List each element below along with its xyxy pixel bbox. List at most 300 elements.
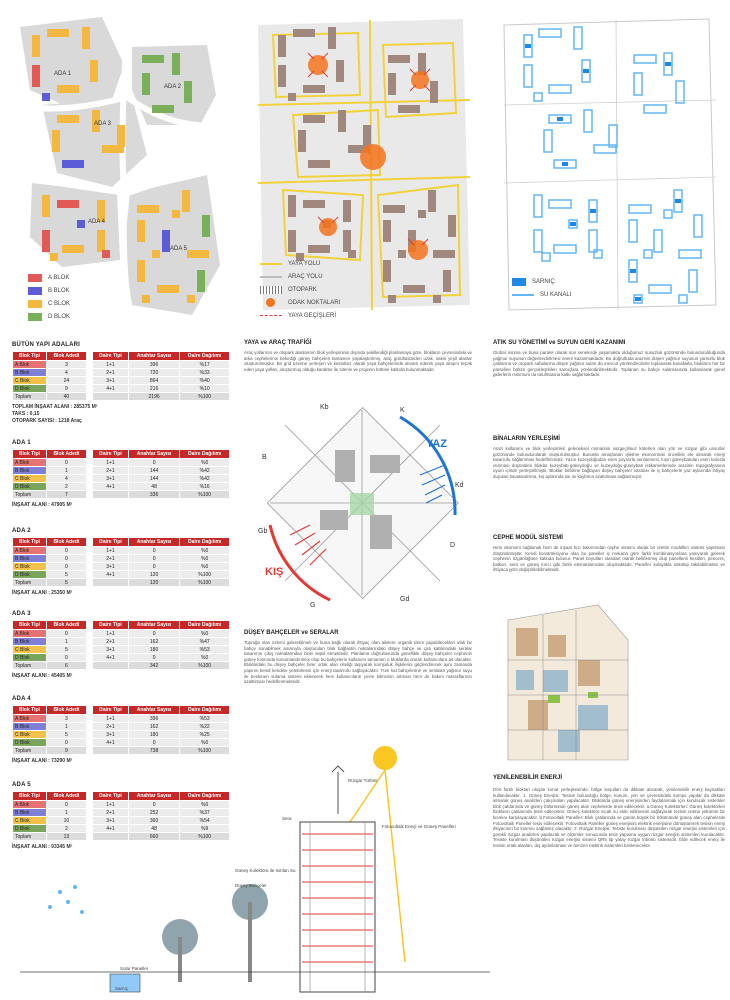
building-block bbox=[90, 60, 98, 82]
table-cell: Toplam bbox=[13, 491, 47, 499]
table-row bbox=[13, 563, 87, 571]
table-cell: 120 bbox=[128, 571, 179, 579]
table-cell: 1+1 bbox=[93, 801, 129, 809]
placement-heading: BİNALARIN YERLEŞİMİ bbox=[493, 436, 560, 442]
table-cell: %25 bbox=[180, 731, 230, 739]
table-note: İNŞAAT ALANI : 47905 M² bbox=[12, 502, 73, 508]
table-cell: 4+1 bbox=[93, 739, 129, 747]
table-row bbox=[93, 459, 230, 467]
table-row bbox=[13, 467, 87, 475]
cistern bbox=[570, 222, 576, 226]
building-block bbox=[293, 29, 315, 37]
table-row bbox=[93, 638, 230, 646]
table-cell: 144 bbox=[128, 475, 179, 483]
table-cell: 0 bbox=[128, 555, 179, 563]
table-cell: 9 bbox=[46, 747, 86, 755]
building-block bbox=[448, 215, 456, 237]
table-row bbox=[93, 731, 230, 739]
legend-swatch bbox=[28, 313, 42, 321]
col-header: Daire Dağılımı bbox=[180, 352, 230, 361]
table-cell: 2196 bbox=[128, 393, 179, 401]
table-cell: 336 bbox=[128, 491, 179, 499]
table-cell: 864 bbox=[128, 377, 179, 385]
building-block bbox=[388, 295, 396, 303]
legend-item bbox=[512, 288, 571, 301]
col-header: Blok Tipi bbox=[13, 621, 47, 630]
table-cell: C Blok bbox=[13, 817, 47, 825]
table-cell: %10 bbox=[180, 385, 230, 393]
ada-2-label: ADA 2 bbox=[164, 84, 182, 90]
table-cell: 2+1 bbox=[93, 467, 129, 475]
col-header: Blok Tipi bbox=[13, 352, 47, 361]
table-cell: %9 bbox=[180, 825, 230, 833]
table-cell: 5 bbox=[46, 731, 86, 739]
table-row bbox=[13, 630, 87, 638]
building-block bbox=[383, 205, 405, 213]
map3-legend bbox=[512, 275, 571, 301]
table-row bbox=[13, 571, 87, 579]
col-header: Anahtar Sayısı bbox=[128, 538, 179, 547]
placement-paragraph: Arazi kullanımı ve blok yerleşimleri geleneksel mimarinin vazgeçilmez kriterleri olan yön ve rüzgar gibi unsurlar gözönünde bulundurularak oluşturulmuştur. Bununla amaçlanan işletme ekonomisini öncelikle ele alınarak enerji tasarrufu sağlanması hedeflenmiştir. Yazın kuzeydoğudan esen poyrazla serinlemesi, kışın güneybatıdan esen lodosla ısınması düşünülen bloklar kuzeybatı-güneydoğu ve kuzeydoğu-güneybatı istikametlerinde arazinin topografyasına uyum içinde yerleştirilmiştir. Bloklar birbirine bağlayan düşey bahçeler vasıtası ile iç bahçelerle yaz aylarında ihtiyaç duyulan havalandırma, kış aylarında ise ısı kaybının azaltılması sağlanmıştır. bbox=[493, 446, 725, 479]
building-block bbox=[142, 55, 164, 63]
table-note: İNŞAAT ALANI : 93345 M² bbox=[12, 844, 73, 850]
building-block bbox=[57, 200, 79, 208]
col-header: Daire Dağılımı bbox=[180, 792, 230, 801]
legend-swatch bbox=[266, 298, 275, 307]
table-cell: 4+1 bbox=[93, 385, 129, 393]
section-label-cistern: Sarnıç bbox=[115, 986, 129, 991]
table-note: İNŞAAT ALANI : 73290 M² bbox=[12, 758, 73, 764]
building-block bbox=[288, 230, 296, 252]
garden-paragraph: Toprağa olan özlemi giderebilmek ve buna bağlı olarak ihtiyaç olan ailelere organik tarım yapabilecekleri ufak bir bahçe sunabilmek amacıyla oluşturulan blok bağlantılı noktalarındaki düşey bahçe ve çatı katlarındaki seralar tasarımın çıkış noktalarından birini teşkil etmektedir. Planlama doğrultusunda genellikle düşey bahçeler cephenin güney kısmında konumlandırılmış olup bu bahçelerin kullanımı tamamen o bloklarda oturan kullanıcılara ait olacaktır. Bloklardaki bu düşey bahçeler birer ortak alan niteliği taşıyarak komşuluk ilişkilerini güçlendirecek aynı zamanda yapının kendi kendine yetebilmesi için enerji tasarrufu sağlayacaktır. Tüm kat bahçelerine ve seralara yağmur suyu ile beslenen sulama sistemi eklenerek hem kullanıcıların çevre bilincinin artması hem de bakım masraflarının azaltılması hedeflenmektedir. bbox=[244, 640, 472, 685]
building-block bbox=[50, 253, 58, 261]
table-title: ADA 4 bbox=[12, 696, 31, 702]
table-row bbox=[13, 662, 87, 670]
legend-item bbox=[28, 297, 70, 310]
col-header: Daire Dağılımı bbox=[180, 538, 230, 547]
building-block bbox=[52, 130, 60, 152]
table-note: TOPLAM İNŞAAT ALANI : 285375 M² bbox=[12, 404, 98, 410]
table-cell: 660 bbox=[128, 833, 179, 841]
col-header: Daire Tipi bbox=[93, 352, 129, 361]
table-cell: %100 bbox=[180, 393, 230, 401]
compass-kb: Kb bbox=[320, 404, 329, 411]
table-cell bbox=[93, 491, 129, 499]
table-cell: 10 bbox=[46, 817, 86, 825]
legend-label: YAYA GEÇİŞLERİ bbox=[288, 312, 337, 319]
table-row bbox=[93, 369, 230, 377]
table-row bbox=[13, 638, 87, 646]
table-cell: %53 bbox=[180, 646, 230, 654]
table-cell: 180 bbox=[128, 646, 179, 654]
col-header: Blok Adedi bbox=[46, 538, 86, 547]
table-cell: 2+1 bbox=[93, 723, 129, 731]
col-header: Daire Tipi bbox=[93, 538, 129, 547]
table-note: TAKS : 0,15 bbox=[12, 411, 40, 417]
col-header: Blok Adedi bbox=[46, 450, 86, 459]
cistern bbox=[525, 44, 531, 48]
building-block bbox=[288, 195, 296, 217]
table-cell: %42 bbox=[180, 475, 230, 483]
table-cell bbox=[93, 579, 129, 587]
col-header: Anahtar Sayısı bbox=[128, 792, 179, 801]
table-row bbox=[93, 723, 230, 731]
table-title: BÜTÜN YAPI ADALARI bbox=[12, 342, 81, 348]
table-row bbox=[13, 459, 87, 467]
table-cell: %100 bbox=[180, 571, 230, 579]
table-cell: 342 bbox=[128, 662, 179, 670]
col-header: Daire Tipi bbox=[93, 706, 129, 715]
table-cell: 1+1 bbox=[93, 630, 129, 638]
table-cell: C Blok bbox=[13, 646, 47, 654]
legend-swatch bbox=[28, 274, 42, 282]
table-cell bbox=[93, 662, 129, 670]
table-row bbox=[93, 646, 230, 654]
table-cell: D Blok bbox=[13, 483, 47, 491]
table-cell: A Blok bbox=[13, 801, 47, 809]
building-block bbox=[298, 130, 306, 152]
building-block bbox=[308, 245, 330, 253]
table-cell: %53 bbox=[180, 715, 230, 723]
table-title: ADA 3 bbox=[12, 611, 31, 617]
table-note: OTOPARK SAYISI : 1218 Araç bbox=[12, 418, 82, 424]
table-cell: 3+1 bbox=[93, 646, 129, 654]
block-count-table bbox=[12, 449, 87, 499]
table-cell: Toplam bbox=[13, 833, 47, 841]
building-block bbox=[57, 115, 79, 123]
table-cell: 3 bbox=[46, 361, 86, 369]
orientation-diagram bbox=[250, 395, 475, 615]
cistern bbox=[630, 269, 636, 273]
building-block bbox=[338, 110, 346, 132]
traffic-paragraph: Araç yollarının ve otopark alanlarının blok yerleşiminin dışında şekillendiği planlamaya göre, blokların çevresindeki ve arka cephelerinin bekirdiği güney bahçeleri tamamen yayalaştırılmış, araç gürültüsünden uzak, sakin yeşil alanlar oluşturulmuştur. Bir grid üzerine yerleşen ve kesintisiz olarak yaya bahçelerinde devam ederek yaya akışını teşvik eden yaya yolları, oluşturmuş olduğu karakter ile sitenin ve projenin bütüne katkıda bulunmaktadır. bbox=[244, 350, 472, 372]
building-block bbox=[47, 29, 69, 37]
table-cell: 1 bbox=[46, 809, 86, 817]
table-row bbox=[13, 491, 87, 499]
building-block bbox=[278, 35, 286, 57]
cistern bbox=[665, 62, 671, 66]
table-cell: 3+1 bbox=[93, 475, 129, 483]
building-block bbox=[443, 270, 451, 292]
building-block bbox=[62, 160, 84, 168]
table-cell: 720 bbox=[128, 369, 179, 377]
table-cell: A Blok bbox=[13, 547, 47, 555]
table-cell: %16 bbox=[180, 483, 230, 491]
cistern bbox=[557, 117, 563, 121]
legend-swatch bbox=[512, 278, 526, 286]
section-label-wind: Rüzgar Türbini bbox=[348, 778, 378, 783]
table-cell: %0 bbox=[180, 555, 230, 563]
col-header: Anahtar Sayısı bbox=[128, 706, 179, 715]
table-row bbox=[13, 483, 87, 491]
table-row bbox=[13, 385, 87, 393]
table-row bbox=[93, 654, 230, 662]
table-title: ADA 2 bbox=[12, 528, 31, 534]
table-cell: 0 bbox=[128, 801, 179, 809]
building-block bbox=[162, 230, 170, 252]
table-row bbox=[13, 547, 87, 555]
building-block bbox=[57, 85, 79, 93]
cistern bbox=[635, 297, 641, 301]
table-cell: 180 bbox=[128, 731, 179, 739]
col-header: Blok Tipi bbox=[13, 450, 47, 459]
table-cell: 252 bbox=[128, 809, 179, 817]
table-cell: 24 bbox=[46, 377, 86, 385]
building-block bbox=[278, 65, 286, 87]
table-cell: D Blok bbox=[13, 739, 47, 747]
table-cell: 5 bbox=[46, 571, 86, 579]
legend-swatch bbox=[28, 300, 42, 308]
table-cell: 1+1 bbox=[93, 459, 129, 467]
table-row bbox=[93, 579, 230, 587]
table-cell: Toplam bbox=[13, 662, 47, 670]
legend-swatch bbox=[28, 287, 42, 295]
legend-label: YAYA YOLU bbox=[288, 260, 321, 267]
building-block bbox=[117, 125, 125, 147]
building-block bbox=[187, 250, 209, 258]
ada-4-label: ADA 4 bbox=[88, 219, 106, 225]
table-cell: 0 bbox=[128, 547, 179, 555]
table-cell: 0 bbox=[128, 459, 179, 467]
building-block bbox=[97, 230, 105, 252]
building-block bbox=[288, 93, 296, 101]
table-cell: 0 bbox=[128, 630, 179, 638]
table-note: İNŞAAT ALANI : 45405 M² bbox=[12, 673, 73, 679]
table-cell: 162 bbox=[128, 723, 179, 731]
building-block bbox=[82, 27, 90, 49]
building-block bbox=[152, 105, 174, 113]
table-cell: %0 bbox=[180, 630, 230, 638]
table-cell: Toplam bbox=[13, 393, 47, 401]
col-header: Anahtar Sayısı bbox=[128, 352, 179, 361]
table-cell: 0 bbox=[128, 739, 179, 747]
building-block bbox=[418, 210, 426, 218]
legend-item bbox=[28, 271, 70, 284]
table-cell: A Blok bbox=[13, 459, 47, 467]
unit-distribution-table bbox=[92, 449, 230, 499]
table-note: İNŞAAT ALANI : 25350 M² bbox=[12, 590, 73, 596]
building-block bbox=[202, 215, 210, 237]
table-row bbox=[93, 630, 230, 638]
map2-legend bbox=[260, 257, 340, 322]
garden-heading: DÜŞEY BAHÇELER ve SERALAR bbox=[244, 630, 339, 636]
table-cell: A Blok bbox=[13, 361, 47, 369]
table-row bbox=[13, 579, 87, 587]
building-block bbox=[363, 125, 371, 147]
legend-label: C BLOK bbox=[48, 300, 71, 307]
table-cell: C Blok bbox=[13, 563, 47, 571]
compass-d: D bbox=[450, 542, 456, 549]
table-row bbox=[13, 377, 87, 385]
table-cell: 4 bbox=[46, 475, 86, 483]
building-block bbox=[388, 73, 396, 95]
table-cell: 2+1 bbox=[93, 369, 129, 377]
building-block bbox=[137, 205, 159, 213]
legend-swatch bbox=[512, 294, 534, 296]
block-count-table bbox=[12, 351, 87, 401]
table-cell: 1 bbox=[46, 723, 86, 731]
table-cell: 9 bbox=[46, 385, 86, 393]
compass-g: G bbox=[310, 602, 316, 609]
table-cell: 120 bbox=[128, 579, 179, 587]
table-cell: 4+1 bbox=[93, 483, 129, 491]
table-cell: 48 bbox=[128, 825, 179, 833]
building-block bbox=[42, 195, 50, 217]
table-cell: D Blok bbox=[13, 385, 47, 393]
cistern bbox=[562, 162, 568, 166]
table-row bbox=[93, 547, 230, 555]
table-cell: 6 bbox=[46, 662, 86, 670]
table-cell: %47 bbox=[180, 638, 230, 646]
table-cell: %37 bbox=[180, 809, 230, 817]
table-cell: 4 bbox=[46, 369, 86, 377]
building-block bbox=[303, 200, 325, 208]
building-block bbox=[383, 260, 391, 282]
table-cell: C Blok bbox=[13, 731, 47, 739]
building-block bbox=[343, 230, 351, 252]
compass-k: K bbox=[400, 407, 405, 414]
legend-item bbox=[260, 257, 340, 270]
building-block bbox=[308, 160, 330, 168]
section-label-greenhouse: Sera bbox=[282, 816, 292, 821]
table-cell: 738 bbox=[128, 747, 179, 755]
table-cell: 0 bbox=[46, 547, 86, 555]
building-block bbox=[403, 285, 425, 293]
table-cell: %22 bbox=[180, 723, 230, 731]
table-cell: B Blok bbox=[13, 638, 47, 646]
col-header: Blok Adedi bbox=[46, 792, 86, 801]
unit-distribution-table bbox=[92, 537, 230, 587]
building-block bbox=[152, 250, 160, 258]
table-row bbox=[93, 361, 230, 369]
building-block bbox=[137, 260, 145, 282]
table-cell: 3 bbox=[46, 715, 86, 723]
table-cell: %0 bbox=[180, 801, 230, 809]
table-cell: %100 bbox=[180, 579, 230, 587]
table-cell: 1 bbox=[46, 467, 86, 475]
section-label-pv: Fotovoltaik Enerji ve Güneş Panelleri bbox=[382, 824, 456, 829]
traffic-heading: YAYA ve ARAÇ TRAFİĞİ bbox=[244, 340, 312, 346]
col-header: Anahtar Sayısı bbox=[128, 450, 179, 459]
table-cell: 2+1 bbox=[93, 638, 129, 646]
cistern bbox=[675, 199, 681, 203]
table-cell: 2 bbox=[46, 825, 86, 833]
col-header: Blok Adedi bbox=[46, 352, 86, 361]
legend-item bbox=[28, 284, 70, 297]
table-cell: 2+1 bbox=[93, 555, 129, 563]
table-cell: %100 bbox=[180, 833, 230, 841]
table-row bbox=[93, 377, 230, 385]
compass-b: B bbox=[262, 454, 267, 461]
table-row bbox=[13, 555, 87, 563]
table-cell: 2+1 bbox=[93, 809, 129, 817]
legend-item bbox=[260, 309, 340, 322]
table-cell: %33 bbox=[180, 369, 230, 377]
section-label-collector: Güneş Kolektörü ile Isıtılan Su bbox=[235, 868, 296, 873]
table-cell: %100 bbox=[180, 662, 230, 670]
compass-gd: Gd bbox=[400, 596, 410, 603]
table-row bbox=[93, 662, 230, 670]
legend-swatch bbox=[260, 263, 282, 265]
table-cell: %0 bbox=[180, 654, 230, 662]
table-row bbox=[13, 654, 87, 662]
table-cell: 162 bbox=[128, 638, 179, 646]
table-title: ADA 1 bbox=[12, 440, 31, 446]
col-header: Blok Adedi bbox=[46, 706, 86, 715]
building-block bbox=[433, 250, 455, 258]
table-cell bbox=[93, 393, 129, 401]
table-cell: A Blok bbox=[13, 630, 47, 638]
table-cell: 0 bbox=[46, 563, 86, 571]
table-cell: B Blok bbox=[13, 723, 47, 731]
water-paragraph: Global ısınma ve buna paralel olarak son senelerde yaşamakta olduğumuz susuzluk gözönünde bulundurulduğunda yağmur suyunun değerlendirilmesi önem kazanmaktadır. Bu doğrultuda arazinin düşen yağmur suyunun yamurlu blok çatılarına ve otopark sahalarına düşen yağmur suları da mevcut yönlendiricilerle toplanarak kanallarla, blokların her bir parseline bölüm gerçekleştirilen sarnıçlara yönlendirilmektedir. Toplanan su bahçe sulamasında kullanılarak genel giderlerin minimum da tutulmasına katkı sağlamaktadır. bbox=[493, 350, 725, 378]
legend-label: ARAÇ YOLU bbox=[288, 273, 323, 280]
table-cell: Toplam bbox=[13, 579, 47, 587]
table-cell: %54 bbox=[180, 817, 230, 825]
legend-label: B BLOK bbox=[48, 287, 70, 294]
table-cell: %100 bbox=[180, 491, 230, 499]
table-cell: 2 bbox=[46, 483, 86, 491]
col-header: Anahtar Sayısı bbox=[128, 621, 179, 630]
table-cell: 3+1 bbox=[93, 563, 129, 571]
table-row bbox=[13, 475, 87, 483]
table-row bbox=[93, 563, 230, 571]
table-row bbox=[93, 571, 230, 579]
table-cell: B Blok bbox=[13, 555, 47, 563]
table-cell: 13 bbox=[46, 833, 86, 841]
table-row bbox=[93, 555, 230, 563]
table-row bbox=[93, 483, 230, 491]
legend-item bbox=[260, 283, 340, 296]
table-cell: 5 bbox=[46, 646, 86, 654]
table-cell: C Blok bbox=[13, 475, 47, 483]
cistern bbox=[590, 209, 596, 213]
section-label-solar: Solar Paneller bbox=[120, 966, 149, 971]
table-row bbox=[13, 723, 87, 731]
building-block bbox=[398, 105, 420, 113]
block-count-table bbox=[12, 620, 87, 670]
table-cell: 1+1 bbox=[93, 361, 129, 369]
table-cell: 0 bbox=[46, 630, 86, 638]
summer-label: YAZ bbox=[426, 438, 447, 450]
ada-5-label: ADA 5 bbox=[170, 246, 188, 252]
building-section-diagram bbox=[20, 742, 490, 997]
building-block bbox=[157, 285, 179, 293]
building-block bbox=[433, 295, 441, 303]
col-header: Daire Dağılımı bbox=[180, 450, 230, 459]
building-block bbox=[137, 220, 145, 242]
col-header: Daire Dağılımı bbox=[180, 706, 230, 715]
cistern bbox=[583, 69, 589, 73]
col-header: Daire Tipi bbox=[93, 450, 129, 459]
map-water bbox=[494, 5, 726, 325]
table-cell: 4+1 bbox=[93, 654, 129, 662]
building-block bbox=[197, 270, 205, 292]
winter-label: KIŞ bbox=[265, 566, 284, 578]
building-block bbox=[328, 27, 336, 49]
table-cell: 40 bbox=[46, 393, 86, 401]
building-block bbox=[77, 220, 85, 228]
building-block bbox=[343, 200, 351, 222]
col-header: Daire Tipi bbox=[93, 792, 129, 801]
building-block bbox=[388, 55, 410, 63]
table-row bbox=[93, 475, 230, 483]
col-header: Blok Adedi bbox=[46, 621, 86, 630]
table-cell: D Blok bbox=[13, 654, 47, 662]
water-heading: ATIK SU YÖNETİMİ ve SUYUN GERİ KAZANIMI bbox=[493, 340, 626, 346]
table-cell: %17 bbox=[180, 361, 230, 369]
table-cell: 0 bbox=[46, 555, 86, 563]
